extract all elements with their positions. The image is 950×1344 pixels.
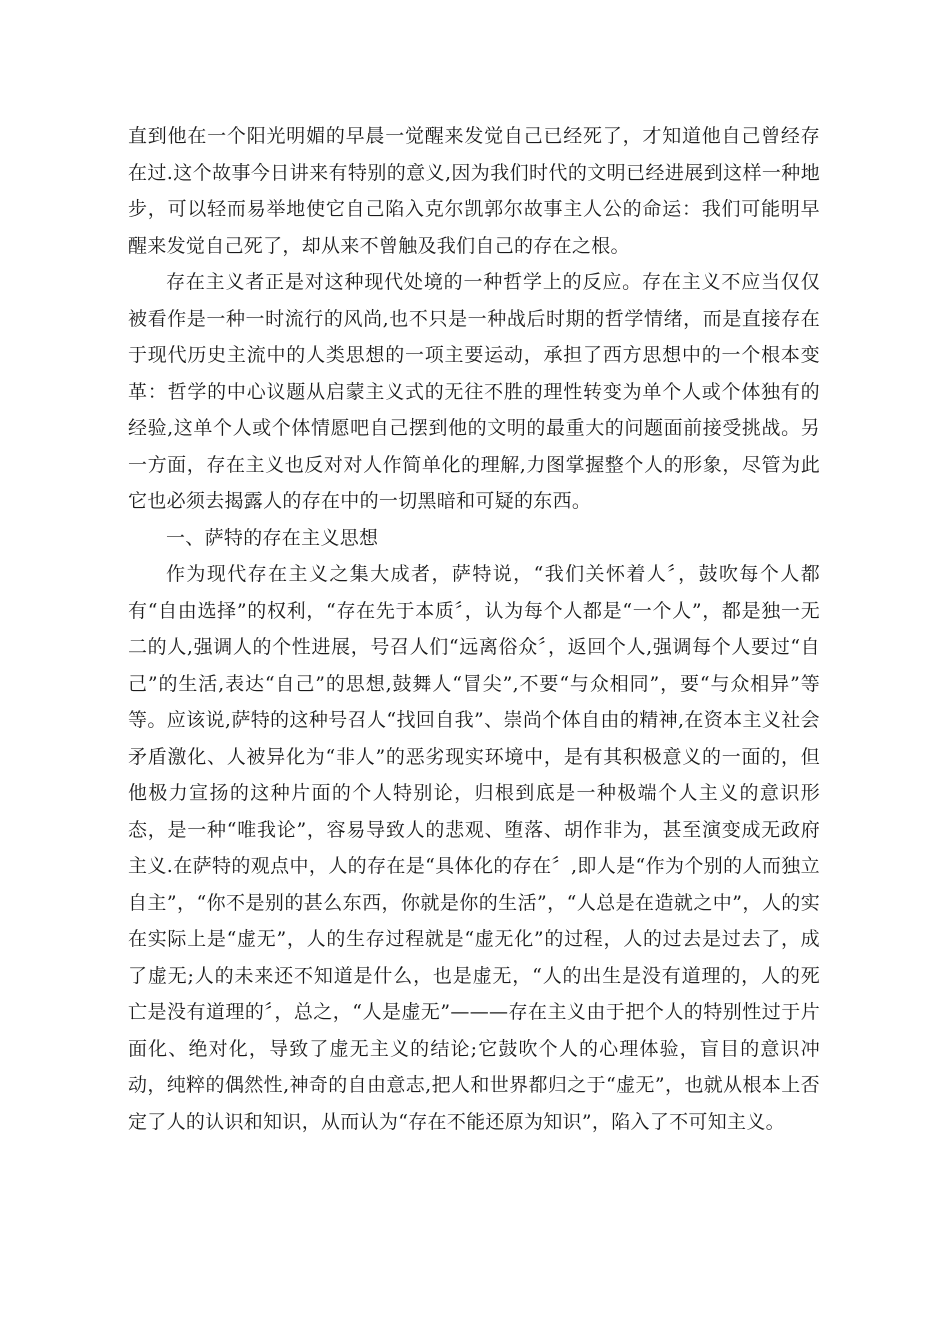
section-heading: 一、萨特的存在主义思想: [166, 526, 379, 549]
paragraph-existentialism-response: 存在主义者正是对这种现代处境的一种哲学上的反应。存在主义不应当仅仅被看作是一种一时流行的风尚,也不只是一种战后时期的哲学情绪，而是直接存在于现代历史主流中的人类思想的一项主要运动，承担了西方思想中的一个根本变革：哲学的中心议题从启蒙主义式的无往不胜的理性转变为单个人或个体独有的经验,这单个人或个体情愿吧自己摆到他的文明的最重大的问题面前接受挑战。另一方面，存在主义也反对对人作简单化的理解,力图掌握整个人的形象，尽管为此它也必须去揭露人的存在中的一切黑暗和可疑的东西。: [128, 271, 820, 512]
paragraph-sartre: 作为现代存在主义之集大成者，萨特说，“我们关怀着人〞，鼓吹每个人都有“自由选择”的权利，“存在先于本质〞，认为每个人都是“一个人”，都是独一无二的人,强调人的个性进展，号召人们“远离俗众〞，返回个人,强调每个人要过“自己”的生活,表达“自己”的思想,鼓舞人“冒尖”,不要“与众相同”，要“与众相异”等等。应该说,萨特的这种号召人“找回自我”、崇尚个体自由的精神,在资本主义社会矛盾激化、人被异化为“非人”的恶劣现实环境中，是有其积极意义的一面的，但他极力宣扬的这种片面的个人特别论，归根到底是一种极端个人主义的意识形态，是一种“唯我论”，容易导致人的悲观、堕落、胡作非为，甚至演变成无政府主义.在萨特的观点中，人的存在是“具体化的存在〞,即人是“作为个别的人而独立自主”，“你不是别的甚么东西，你就是你的生活”，“人总是在造就之中”，人的实在实际上是“虚无”，人的生存过程就是“虚无化”的过程，人的过去是过去了，成了虚无;人的未来还不知道是什么，也是虚无，“人的出生是没有道理的，人的死亡是没有道理的〞，总之，“人是虚无”———存在主义由于把个人的特别性过于片面化、绝对化，导致了虚无主义的结论;它鼓吹个人的心理体验，盲目的意识冲动，纯粹的偶然性,神奇的自由意志,把人和世界都归之于“虚无”，也就从根本上否定了人的认识和知识，从而认为“存在不能还原为知识”，陷入了不可知主义。: [128, 563, 820, 1133]
paragraph-continuation: 直到他在一个阳光明媚的早晨一觉醒来发觉自己已经死了，才知道他自己曾经存在过.这个故事今日讲来有特别的意义,因为我们时代的文明已经进展到这样一种地步，可以轻而易举地使它自己陷入克尔凯郭尔故事主人公的命运：我们可能明早醒来发觉自己死了，却从来不曾触及我们自己的存在之根。: [128, 125, 820, 257]
document-page: [128, 118, 820, 1140]
